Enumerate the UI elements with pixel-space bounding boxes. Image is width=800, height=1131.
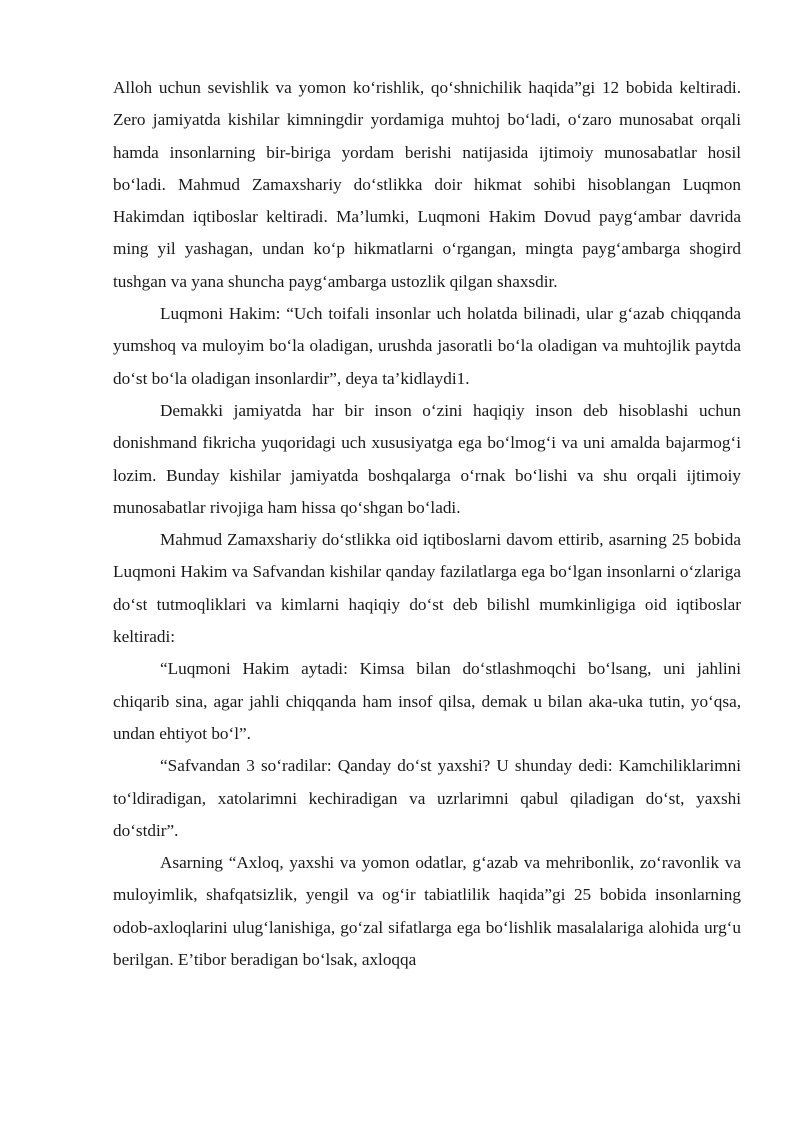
paragraph-demakki: Demakki jamiyatda har bir inson oʻzini haqiqiy inson deb hisoblashi uchun donishmand fikricha yuqoridagi uch xususiyatga ega boʻlmogʻi va uni amalda bajarmogʻi lozim. Bunday kishilar jamiyatda boshqalarga oʻrnak boʻlishi va shu orqali ijtimoiy munosabatlar rivojiga ham hissa qoʻshgan boʻladi. bbox=[113, 400, 741, 517]
paragraph-zamaxshariy: Mahmud Zamaxshariy doʻstlikka oid iqtiboslarni davom ettirib, asarning 25 bobida Luqmoni Hakim va Safvandan kishilar qanday fazilatlarga ega boʻlgan insonlarni oʻzlariga doʻst tutmoqliklari va kimlarni haqiqiy doʻst deb bilishl mumkinligiga oid iqtiboslar keltiradi: bbox=[113, 530, 741, 647]
paragraph-luqmon-aytadi: “Luqmoni Hakim aytadi: Kimsa bilan doʻstlashmoqchi boʻlsang, uni jahlini chiqarib sina, agar jahli chiqqanda ham insof qilsa, demak u bilan aka-uka tutin, yoʻqsa, undan ehtiyot boʻl”. bbox=[113, 659, 741, 743]
paragraph-safvan: “Safvandan 3 soʻradilar: Qanday doʻst yaxshi? U shunday dedi: Kamchiliklarimni toʻldiradigan, xatolarimni kechiradigan va uzrlarimni qabul qiladigan doʻst, yaxshi doʻstdir”. bbox=[113, 756, 741, 840]
paragraph-luqmon-quote: Luqmoni Hakim: “Uch toifali insonlar uch holatda bilinadi, ular gʻazab chiqqanda yumshoq va muloyim boʻla oladigan, urushda jasoratli boʻla oladigan va muhtojlik paytda doʻst boʻla oladigan insonlardir”, deya ta’kidlaydi1. bbox=[113, 304, 741, 388]
paragraph-asarning: Asarning “Axloq, yaxshi va yomon odatlar, gʻazab va mehribonlik, zoʻravonlik va muloyimlik, shafqatsizlik, yengil va ogʻir tabiatlilik haqida”gi 25 bobida insonlarning odob-axloqlarini ulugʻlanishiga, goʻzal sifatlarga ega boʻlishlik masalalariga alohida urgʻu berilgan. E’tibor beradigan boʻlsak, axloqqa bbox=[113, 853, 741, 970]
document-page bbox=[113, 72, 741, 976]
paragraph-continuation: Alloh uchun sevishlik va yomon koʻrishlik, qoʻshnichilik haqida”gi 12 bobida keltiradi. Zero jamiyatda kishilar kimningdir yordamiga muhtoj boʻladi, oʻzaro munosabat orqali hamda insonlarning bir-biriga yordam berishi natijasida ijtimoiy munosabatlar hosil boʻladi. Mahmud Zamaxshariy doʻstlikka doir hikmat sohibi hisoblangan Luqmon Hakimdan iqtiboslar keltiradi. Ma’lumki, Luqmoni Hakim Dovud paygʻambar davrida ming yil yashagan, undan koʻp hikmatlarni oʻrgangan, mingta paygʻambarga shogird tushgan va yana shuncha paygʻambarga ustozlik qilgan shaxsdir. bbox=[113, 78, 741, 291]
